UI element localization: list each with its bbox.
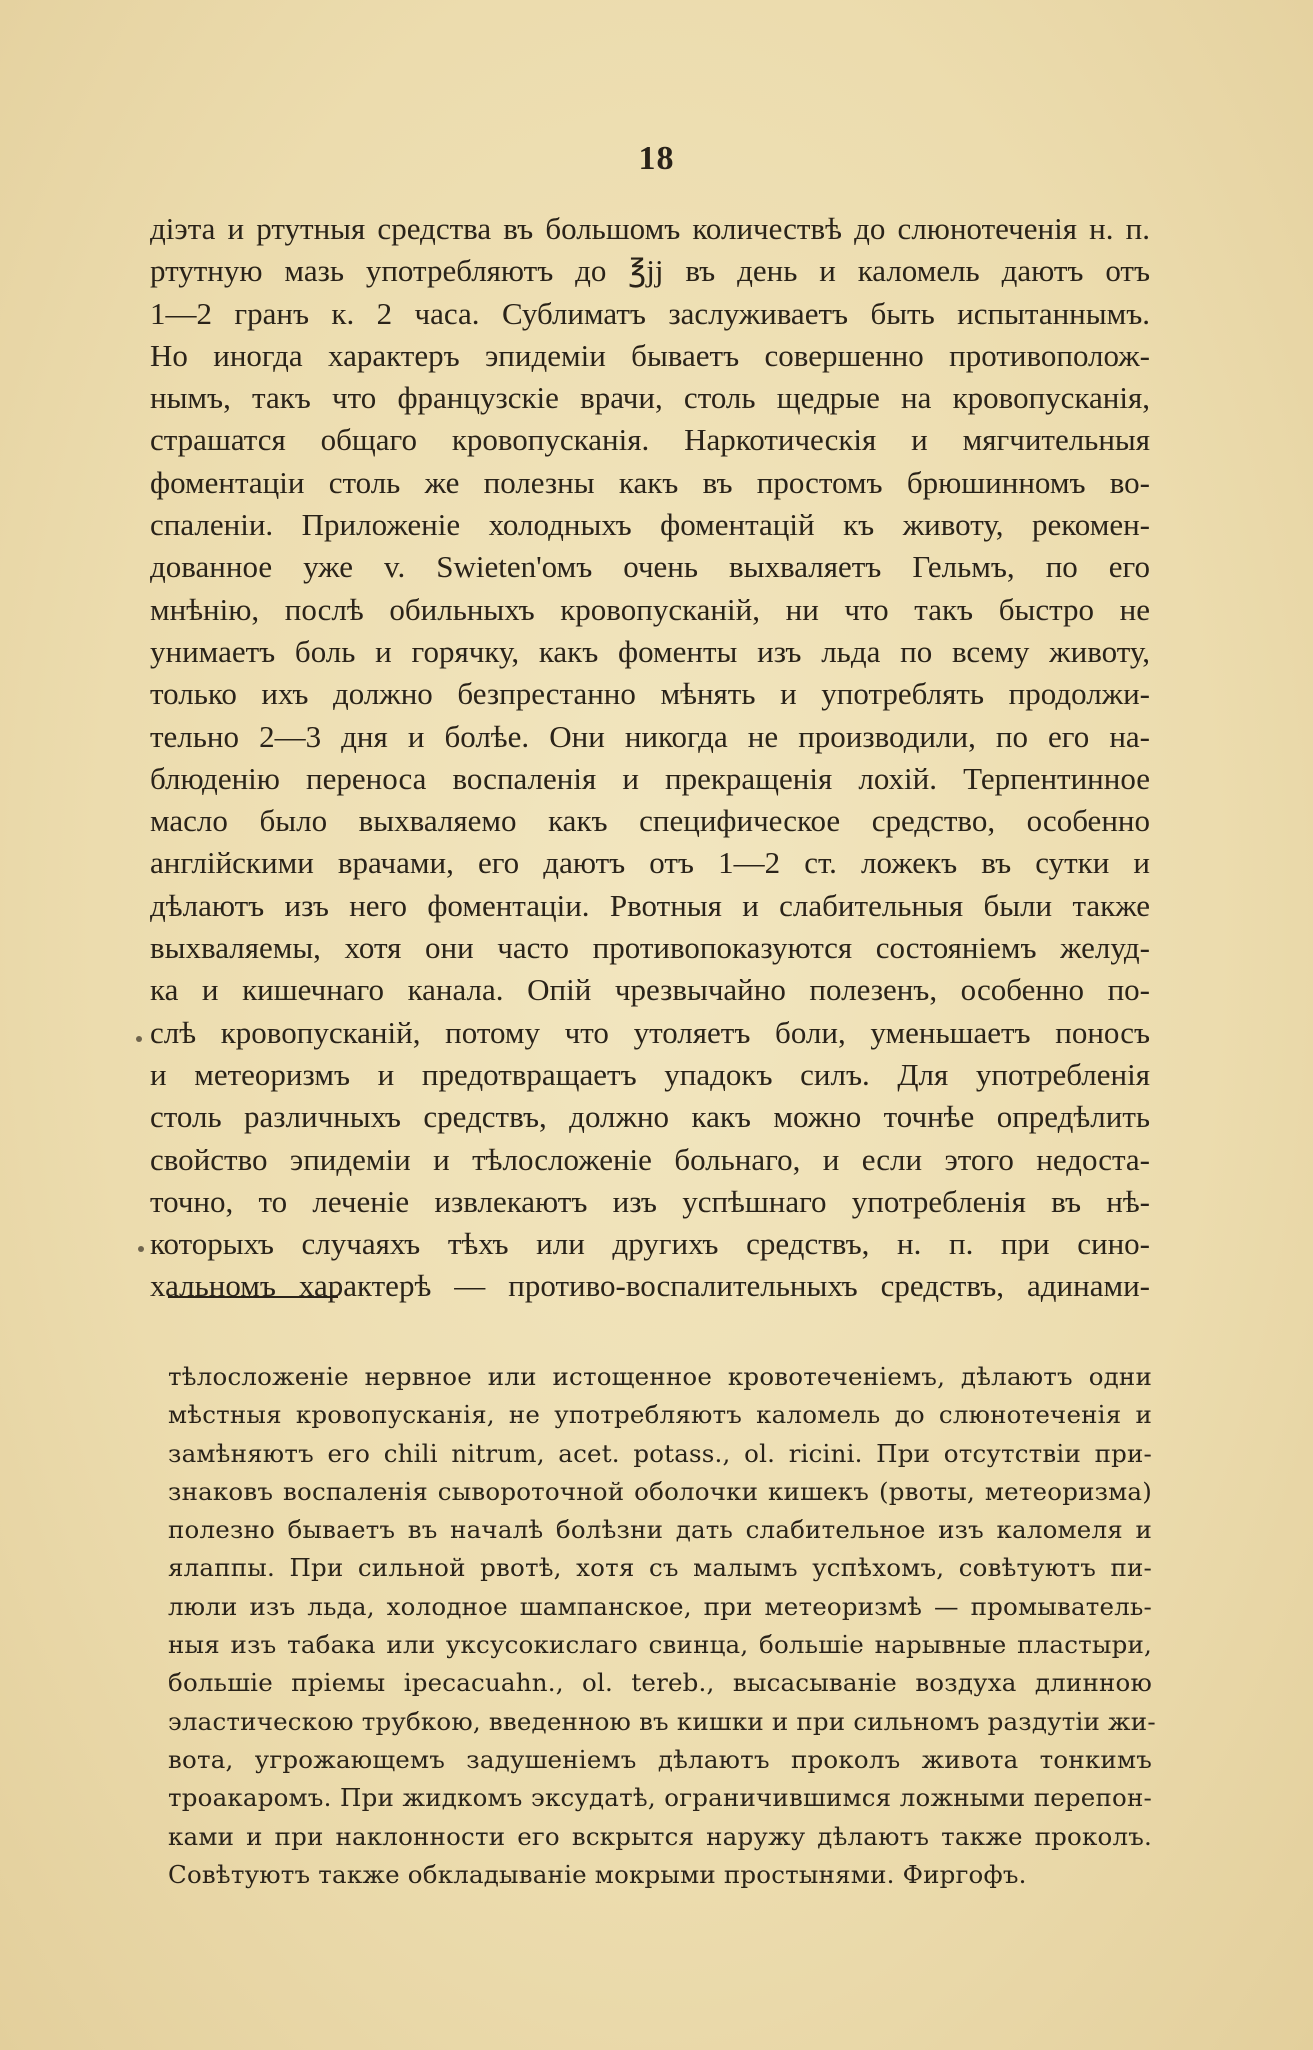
text-line: свойство эпидеміи и тѣлосложеніе больнаго, и если этого недоста- xyxy=(150,1141,1150,1177)
text-line: фоментаціи столь же полезны какъ въ простомъ брюшинномъ во- xyxy=(150,464,1150,500)
footnote-line: люли изъ льда, холодное шампанское, при метеоризмѣ — промыватель- xyxy=(168,1591,1152,1621)
footnote-line: мѣстныя кровопусканія, не употребляютъ каломель до слюнотеченія и xyxy=(168,1400,1152,1430)
margin-speck xyxy=(136,1036,142,1042)
main-text xyxy=(150,208,1150,1308)
text-line: масло было выхваляемо какъ специфическое средство, особенно xyxy=(150,803,1150,839)
text-line: діэта и ртутныя средства въ большомъ количествѣ до слюнотеченія н. п. xyxy=(150,211,1150,246)
footnote-line: большіе пріемы ipecacuahn., ol. tereb., высасываніе воздуха длинною xyxy=(168,1668,1152,1698)
text-line: только ихъ должно безпрестанно мѣнять и употреблять продолжи- xyxy=(150,676,1150,712)
text-line: тельно 2—3 дня и болѣе. Они никогда не производили, по его на- xyxy=(150,718,1150,754)
text-line: и метеоризмъ и предотвращаетъ упадокъ силъ. Для употребленія xyxy=(150,1056,1150,1092)
footnote-line: замѣняютъ его chili nitrum, acet. potass., ol. ricini. При отсутствіи при- xyxy=(168,1438,1152,1468)
text-line: слѣ кровопусканій, потому что утоляетъ боли, уменьшаетъ поносъ xyxy=(150,1014,1150,1050)
page-number: 18 xyxy=(638,140,675,177)
footnote-divider xyxy=(168,1296,338,1298)
footnote-line: полезно бываетъ въ началѣ болѣзни дать слабительное изъ каломеля и xyxy=(168,1515,1152,1545)
text-line: дѣлаютъ изъ него фоментаціи. Рвотныя и слабительныя были также xyxy=(150,887,1150,923)
margin-speck xyxy=(138,1246,144,1252)
text-line: спаленіи. Приложеніе холодныхъ фоментацій къ животу, рекомен- xyxy=(150,507,1150,543)
footnote-line: троакаромъ. При жидкомъ эксудатѣ, ограничившимся ложными перепон- xyxy=(168,1783,1152,1813)
text-line: выхваляемы, хотя они часто противопоказуются состояніемъ желуд- xyxy=(150,930,1150,966)
footnote-line: Совѣтуютъ также обкладываніе мокрыми простынями. Фиргофъ. xyxy=(168,1859,1027,1889)
text-line: англійскими врачами, его даютъ отъ 1—2 ст. ложекъ въ сутки и xyxy=(150,845,1150,881)
text-line: столь различныхъ средствъ, должно какъ можно точнѣе опредѣлить xyxy=(150,1099,1150,1135)
text-line: ка и кишечнаго канала. Опій чрезвычайно полезенъ, особенно по- xyxy=(150,972,1150,1008)
text-line: страшатся общаго кровопусканія. Наркотическія и мягчительныя xyxy=(150,422,1150,458)
text-line: нымъ, такъ что французскіе врачи, столь щедрые на кровопусканія, xyxy=(150,380,1150,416)
text-line: хальномъ характерѣ — противо-воспалительныхъ средствъ, адинами- xyxy=(150,1268,1150,1304)
footnote-line: эластическою трубкою, введенною въ кишки и при сильномъ раздутіи жи- xyxy=(168,1706,1156,1736)
footnote-line: вота, угрожающемъ задушеніемъ дѣлаютъ проколъ живота тонкимъ xyxy=(168,1744,1152,1774)
footnote-line: тѣлосложеніе нервное или истощенное кровотеченіемъ, дѣлаютъ одни xyxy=(168,1362,1152,1391)
footnote-line: ныя изъ табака или уксусокислаго свинца, большіе нарывные пластыри, xyxy=(168,1630,1152,1660)
text-line: которыхъ случаяхъ тѣхъ или другихъ средствъ, н. п. при сино- xyxy=(150,1226,1150,1262)
text-line: ртутную мазь употребляютъ до ℥jj въ день и каломель даютъ отъ xyxy=(150,253,1150,289)
text-line: точно, то леченіе извлекаютъ изъ успѣшнаго употребленія въ нѣ- xyxy=(150,1183,1150,1219)
footnote-line: ялаппы. При сильной рвотѣ, хотя съ малымъ успѣхомъ, совѣтуютъ пи- xyxy=(168,1553,1152,1583)
footnote xyxy=(168,1358,1156,1894)
text-line: Но иногда характеръ эпидеміи бываетъ совершенно противополож- xyxy=(150,337,1150,373)
text-line: 1—2 гранъ к. 2 часа. Сублиматъ заслуживаетъ быть испытаннымъ. xyxy=(150,295,1150,331)
footnote-line: знаковъ воспаленія сывороточной оболочки кишекъ (рвоты, метеоризма) xyxy=(168,1476,1152,1506)
text-line: мнѣнію, послѣ обильныхъ кровопусканій, ни что такъ быстро не xyxy=(150,591,1150,627)
text-line: унимаетъ боль и горячку, какъ фоменты изъ льда по всему животу, xyxy=(150,633,1150,669)
text-line: дованное уже v. Swieten'омъ очень выхваляетъ Гельмъ, по его xyxy=(150,549,1150,585)
text-line: блюденію переноса воспаленія и прекращенія лохій. Терпентинное xyxy=(150,760,1150,796)
footnote-line: ками и при наклонности его вскрытся наружу дѣлаютъ также проколъ. xyxy=(168,1821,1152,1851)
